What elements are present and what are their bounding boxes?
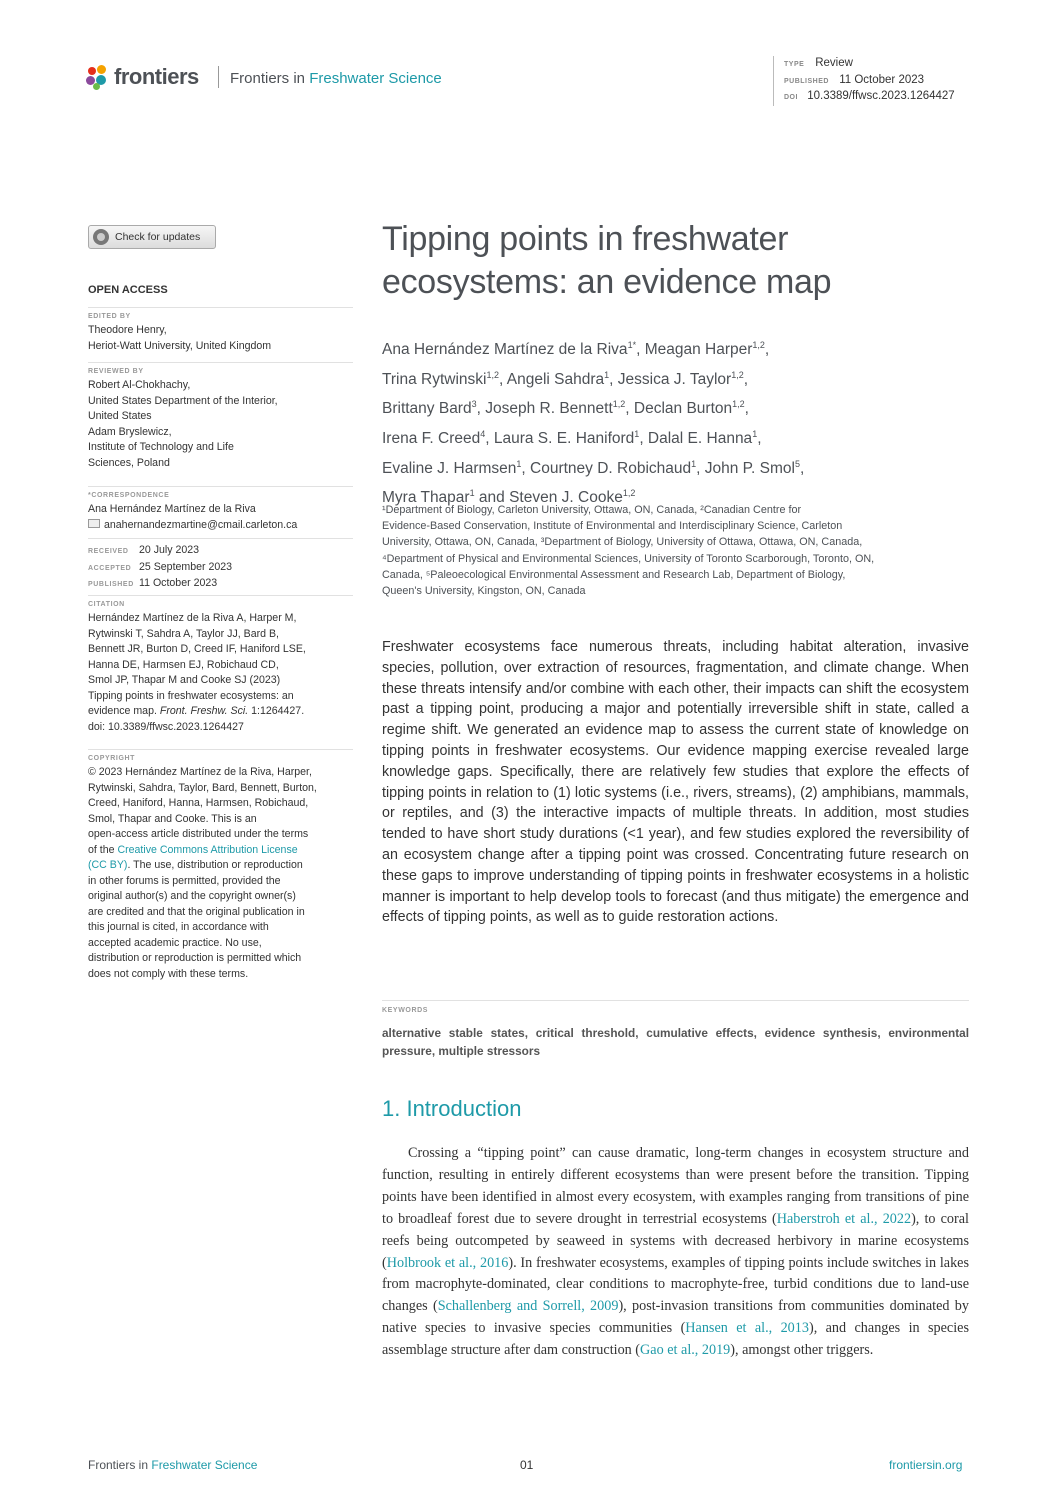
citation-line: Smol JP, Thapar M and Cooke SJ (2023) [88, 674, 281, 686]
author-name: , [757, 430, 762, 448]
header-divider [218, 66, 219, 88]
published-date: 11 October 2023 [139, 577, 218, 589]
citation-volume: 1:1264427. [248, 705, 305, 717]
license-link[interactable]: Creative Commons Attribution License [117, 843, 298, 856]
author-name: , Declan Burton [625, 400, 733, 418]
section-heading: 1. Introduction [382, 1096, 522, 1121]
author-name: Evaline J. Harmsen [382, 459, 517, 477]
affiliation-line: Evidence-Based Conservation, Institute of Environmental and Interdisciplinary Science, Carleton [382, 520, 843, 533]
author-name: , [743, 370, 749, 388]
copyright-line: original author(s) and the copyright owner(s) [88, 890, 296, 902]
body-text: Crossing a “tipping point” can cause dramatic, long-term changes in ecosystem structure and function, resulting in entirely different ecosystems than were present before the transition. Tipping points have been identified in almost every ecosystem, with examples ranging from transitions of pine to broadleaf forest due to severe drought in terrestrial ecosystems ( [382, 1145, 969, 1227]
author-affiliation-marker: 4 [480, 428, 486, 439]
author-affiliation-marker: 1 [634, 428, 640, 439]
page-number: 01 [520, 1458, 534, 1472]
citation-line: Hanna DE, Harmsen EJ, Robichaud CD, [88, 658, 279, 671]
copyright-line: distribution or reproduction is permitted which [88, 952, 302, 964]
meta-type [784, 57, 853, 69]
author-name: Irena F. Creed [382, 430, 481, 448]
logo-wordmark: frontiers [114, 64, 199, 89]
meta-value: Review [815, 57, 853, 69]
correspondence-name: Ana Hernández Martínez de la Riva [88, 503, 256, 515]
intro-paragraph [382, 1143, 969, 1362]
citation-journal: Front. Freshw. Sci. [159, 705, 249, 717]
author-name: Trina Rytwinski [382, 370, 487, 388]
footer-site-link[interactable]: frontiersin.org [889, 1458, 963, 1472]
body-text: ), and changes in species assemblage structure after dam construction ( [382, 1320, 969, 1359]
copyright-line: open-access article distributed under the terms [88, 828, 309, 840]
copyright-line: this journal is cited, in accordance with [88, 921, 269, 933]
cc-by-link[interactable]: (CC BY) [88, 859, 128, 871]
meta-value: 10.3389/ffwsc.2023.1264427 [807, 90, 955, 102]
author-affiliation-marker: 5 [794, 458, 800, 469]
copyright-line: does not comply with these terms. [88, 967, 249, 980]
citation-link[interactable]: Holbrook et al., 2016 [386, 1254, 509, 1271]
author-name: , Jessica J. Taylor [609, 370, 732, 388]
edited-by-label: EDITED BY [88, 307, 353, 323]
keywords-label: KEYWORDS [382, 1007, 429, 1014]
affiliation-line: Queen's University, Kingston, ON, Canada [382, 585, 586, 598]
body-text: ), to coral reefs being outcompeted by seaweed in systems with decreased herbivory in marine ecosystems ( [382, 1210, 969, 1271]
author-affiliation-marker: 1 [752, 428, 758, 439]
author-affiliation-marker: 1 [691, 458, 697, 469]
author-affiliation-marker: 1 [604, 369, 610, 380]
citation-link[interactable]: Haberstroh et al., 2022 [776, 1210, 912, 1227]
author-affiliation-marker: 1,2 [731, 369, 744, 380]
correspondence-email[interactable]: anahernandezmartine@cmail.carleton.ca [104, 518, 298, 531]
citation-text: evidence map. [88, 705, 160, 717]
correspondence-label: *CORRESPONDENCE [88, 486, 353, 502]
article-title: Tipping points in freshwater ecosystems: an evidence map [382, 220, 832, 301]
author-line [382, 452, 982, 482]
abstract: Freshwater ecosystems face numerous threats, including habitat alteration, invasive species, pollution, over extraction of resources, fragmentation, and climate change. When these threats intensify and/or combine with each other, their impacts can shift the ecosystem past a tipping point, producing a major and potentially irreversible shift in state, called a regime shift. We generated an evidence map to assess the current state of knowledge on tipping points in freshwater ecosystems. Our evidence mapping exercise revealed large knowledge gaps. Specifically, there are relatively few studies that explore the effects of tipping points in relation to (1) lotic systems (i.e., rivers, streams), (2) amphibians, mammals, or reptiles, and (3) the interactive impacts of multiple threats. In addition, most studies tended to have short study durations (<1 year), and few studies explored the reversibility of an ecosystem change after a tipping point was crossed. Concentrating future research on these gaps to improve understanding of tipping points in freshwater ecosystems in a holistic manner is important to help develop tools to forecast (and thus mitigate) the emergence and effects of tipping points, as well as to guide restoration actions. [382, 639, 969, 926]
author-name: Ana Hernández Martínez de la Riva [382, 341, 628, 359]
author-name: , [744, 400, 749, 418]
footer-journal-name: Freshwater Science [151, 1458, 258, 1472]
citation-label: CITATION [88, 595, 353, 611]
meta-value: 11 October 2023 [839, 74, 925, 86]
edited-by-section [88, 307, 353, 354]
author-name: , Angeli Sahdra [499, 370, 605, 388]
journal-name-highlight: Freshwater Science [309, 70, 442, 87]
copyright-line: in other forums is permitted, provided the [88, 874, 281, 887]
author-name: , Joseph R. Bennett [476, 400, 613, 418]
reviewer-line: Robert Al-Chokhachy, [88, 379, 191, 391]
meta-doi[interactable] [784, 90, 955, 102]
copyright-text: . The use, distribution or reproduction [127, 859, 303, 871]
received-label: RECEIVED [88, 548, 129, 555]
copyright-line: Smol, Thapar and Cooke. This is an [88, 812, 257, 825]
correspondence-section [88, 486, 353, 533]
author-name: , John P. Smol [696, 459, 795, 477]
citation-line: Hernández Martínez de la Riva A, Harper M, [88, 612, 297, 624]
citation-line: Tipping points in freshwater ecosystems: an [88, 689, 294, 702]
copyright-section [88, 749, 353, 982]
citation-line: Rytwinski T, Sahdra A, Taylor JJ, Bard B, [88, 627, 279, 640]
meta-key: DOI [784, 94, 798, 101]
published-label: PUBLISHED [88, 581, 134, 588]
copyright-text: of the [88, 843, 118, 856]
body-text: ). In freshwater ecosystems, examples of tipping points include switches in lakes from macrophyte-dominated, clear conditions to macrophyte-free, turbid conditions due to land-use changes ( [382, 1254, 969, 1315]
copyright-line [88, 858, 353, 874]
author-line [382, 363, 982, 393]
body-text: ), post-invasion transitions from communities dominated by native species to invasive species communities ( [382, 1298, 969, 1337]
editor-affiliation: Heriot-Watt University, United Kingdom [88, 339, 272, 352]
journal-prefix: Frontiers in [230, 70, 310, 87]
author-affiliation-marker: 1,2 [732, 399, 745, 410]
copyright-line: Rytwinski, Sahdra, Taylor, Bard, Bennett, Burton, [88, 781, 317, 794]
publisher-logo[interactable] [86, 64, 199, 90]
author-name: Brittany Bard [382, 400, 472, 418]
correspondence-email-row[interactable] [88, 518, 353, 534]
citation-link[interactable]: Hansen et al., 2013 [685, 1320, 809, 1337]
author-affiliation-marker: 1,2 [622, 488, 636, 499]
body-text: ), amongst other triggers. [730, 1342, 874, 1359]
frontiers-logo-icon [86, 65, 110, 89]
accepted-label: ACCEPTED [88, 564, 132, 572]
copyright-label: COPYRIGHT [88, 749, 353, 765]
copyright-line: Creed, Haniford, Hanna, Harmsen, Robichaud, [88, 797, 309, 809]
keywords: alternative stable states, critical threshold, cumulative effects, evidence synthesis, environmental pressure, multiple stressors [382, 1026, 969, 1058]
check-for-updates-button[interactable] [88, 225, 216, 249]
reviewer-line: United States [88, 410, 152, 422]
editor-name: Theodore Henry, [88, 324, 167, 336]
reviewed-by-section [88, 362, 353, 471]
author-affiliation-marker: 3 [471, 399, 477, 410]
author-affiliation-marker: 1 [516, 458, 522, 469]
received-date: 20 July 2023 [139, 544, 200, 556]
citation-link[interactable]: Schallenberg and Sorrell, 2009 [437, 1298, 619, 1315]
dates-section [88, 538, 353, 593]
author-affiliation-marker: 1,2 [612, 399, 626, 410]
open-access-label: OPEN ACCESS [88, 284, 168, 296]
affiliation-line: ⁴Department of Physical and Environmental Sciences, University of Toronto Scarborough, Toronto, ON, [382, 552, 875, 565]
author-line [382, 422, 982, 452]
author-list [382, 333, 982, 511]
author-affiliation-marker: 1,2 [752, 340, 765, 350]
keywords-divider [382, 1000, 969, 1001]
footer-journal[interactable] [88, 1458, 257, 1472]
citation-doi[interactable]: doi: 10.3389/ffwsc.2023.1264427 [88, 720, 244, 733]
copyright-line: accepted academic practice. No use, [88, 936, 262, 949]
author-name: , [799, 459, 805, 477]
copyright-line [88, 843, 353, 859]
author-name: , Laura S. E. Haniford [485, 430, 635, 448]
reviewer-line: United States Department of the Interior, [88, 394, 278, 407]
author-name: Myra Thapar [382, 489, 470, 507]
author-line [382, 333, 982, 363]
citation-line: Bennett JR, Burton D, Creed IF, Haniford LSE, [88, 643, 306, 655]
affiliation-line: Canada, ⁵Paleoecological Environmental Assessment and Research Lab, Department of Biology, [382, 568, 846, 581]
author-affiliation-marker: 1,2 [486, 369, 500, 380]
copyright-line: © 2023 Hernández Martínez de la Riva, Harper, [88, 766, 312, 778]
citation-link[interactable]: Gao et al., 2019 [640, 1342, 731, 1359]
author-name: , Meagan Harper [636, 341, 753, 359]
author-name: , Courtney D. Robichaud [521, 459, 692, 477]
accepted-date: 25 September 2023 [139, 560, 233, 573]
journal-title[interactable] [230, 70, 442, 87]
citation-section [88, 595, 353, 735]
meta-divider [773, 56, 774, 106]
affiliation-line: University, Ottawa, ON, Canada, ³Department of Biology, University of Ottawa, Ottawa, ON, Canada, [382, 536, 863, 549]
author-affiliation-marker: 1 [469, 488, 475, 499]
reviewed-by-label: REVIEWED BY [88, 362, 353, 378]
citation-line [88, 704, 353, 720]
reviewer-line: Adam Bryslewicz, [88, 425, 172, 438]
email-icon [88, 519, 100, 528]
author-name: , Dalal E. Hanna [639, 430, 753, 448]
affiliation-line: ¹Department of Biology, Carleton University, Ottawa, ON, Canada, ²Canadian Centre for [382, 504, 802, 516]
footer-journal-prefix: Frontiers in [88, 1458, 152, 1472]
author-name: , [764, 341, 770, 359]
author-affiliation-marker: 1* [627, 340, 637, 350]
affiliations [382, 502, 972, 599]
check-updates-label: Check for updates [115, 231, 201, 243]
meta-key: TYPE [784, 61, 805, 68]
meta-key: PUBLISHED [784, 78, 829, 85]
author-line [382, 392, 982, 422]
reviewer-line: Sciences, Poland [88, 456, 170, 469]
copyright-line: are credited and that the original publication in [88, 905, 305, 918]
reviewer-line: Institute of Technology and Life [88, 441, 234, 453]
author-name: and Steven J. Cooke [474, 489, 623, 507]
crossmark-icon [93, 229, 109, 245]
meta-published [784, 74, 924, 86]
